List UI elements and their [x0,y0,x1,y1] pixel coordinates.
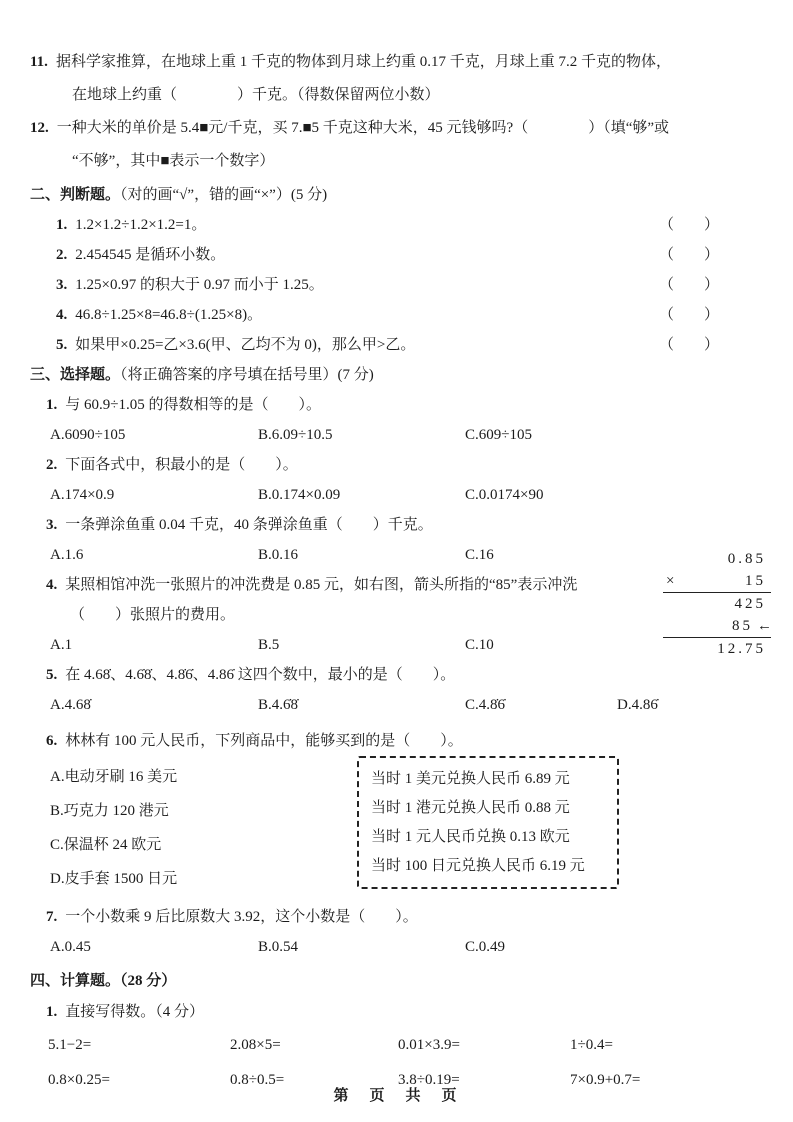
exchange-rate-line: 当时 100 日元兑换人民币 6.19 元 [371,858,585,874]
exchange-rate-line: 当时 1 元人民币兑换 0.13 欧元 [371,829,570,845]
calc-expression: 3.8÷0.19= [398,1072,460,1088]
question-line [30,46,775,79]
choice-options-1 [30,420,775,450]
option: C.0.0174×90 [465,487,544,503]
section-title-text: 三、选择题。 [30,367,121,383]
calc-expression: 7×0.9+0.7= [570,1072,641,1088]
choice-question-7 [30,902,775,932]
option: B.4.6̇8̇ [258,697,299,713]
option: A.1 [50,637,73,653]
question-number: 1. [46,1004,58,1020]
choice-question-6 [30,726,775,756]
option: C.609÷105 [465,427,532,443]
option: C.保温杯 24 欧元 [50,837,162,853]
answer-bracket: （ ） [658,217,719,233]
question-number: 7. [46,909,58,925]
question-text: 2.454545 是循环小数。 [75,247,226,263]
question-number: 11. [30,54,48,70]
question-line: （ ）张照片的费用。 [70,607,236,623]
choice-options-6 [30,760,357,896]
question-number: 5. [46,667,58,683]
question-text: 与 60.9÷1.05 的得数相等的是（ ）。 [65,397,321,413]
judge-item-2 [30,240,775,270]
question-text: 46.8÷1.25×8=46.8÷(1.25×8)。 [75,307,263,323]
exchange-rate-box [357,756,619,889]
judge-item-5 [30,330,775,360]
question-number: 5. [56,337,68,353]
question-number: 3. [46,517,58,533]
times-sign: × [666,573,675,589]
option: C.16 [465,547,494,563]
calc-row-1 [30,1028,775,1063]
choice-options-7 [30,932,775,962]
multiplicand: 0.85 [727,551,766,567]
section-calculation-title [30,966,775,996]
section-title-text: 二、判断题。 [30,187,121,203]
question-text: 1.25×0.97 的积大于 0.97 而小于 1.25。 [75,277,324,293]
option: A.1.6 [50,547,84,563]
question-text: 林林有 100 元人民币，下列商品中，能够买到的是（ ）。 [65,733,463,749]
multiplication-figure [663,548,771,660]
question-12 [30,112,775,178]
question-number: 6. [46,733,58,749]
choice-options-4 [30,630,655,660]
question-line: 在地球上约重（ ）千克。（得数保留两位小数） [72,87,440,103]
section-title-note: （28 分） [120,973,177,989]
partial-product-1: 425 [734,596,766,612]
question-11 [30,46,775,112]
question-number: 4. [46,577,58,593]
option: D.4.86̇ [617,697,658,713]
option: A.174×0.9 [50,487,115,503]
question-6-body [30,760,775,896]
question-text: 如果甲×0.25=乙×3.6(甲、乙均不为 0)，那么甲>乙。 [75,337,416,353]
choice-question-1 [30,390,775,420]
option: B.巧克力 120 港元 [50,803,169,819]
question-line [30,570,655,600]
calc-expression: 0.8÷0.5= [230,1072,285,1088]
option: A.电动牙刷 16 美元 [50,769,178,785]
option: B.6.09÷10.5 [258,427,333,443]
question-text: 据科学家推算，在地球上重 1 千克的物体到月球上约重 0.17 千克，月球上重 7.2 千克的物体， [55,54,671,70]
calc-expression: 0.8×0.25= [48,1072,110,1088]
calculation-subtitle [30,996,775,1028]
option: B.0.16 [258,547,299,563]
option: C.0.49 [465,939,506,955]
judge-item-3 [30,270,775,300]
option: B.0.174×0.09 [258,487,341,503]
question-number: 1. [56,217,68,233]
page-footer: 第 页 共 页 [333,1088,460,1104]
question-text: 一条弹涂鱼重 0.04 千克，40 条弹涂鱼重（ ）千克。 [65,517,433,533]
question-number: 3. [56,277,68,293]
partial-product-2-row [663,615,771,638]
multiplier: 15 [745,573,766,589]
question-number: 4. [56,307,68,323]
question-number: 2. [46,457,58,473]
judge-item-1 [30,210,775,240]
question-text: 下面各式中，积最小的是（ ）。 [65,457,298,473]
calc-expression: 1÷0.4= [570,1037,613,1053]
partial-product-2: 85 [732,618,753,634]
question-text: 在 4.68̇、4.6̇8̇、4.8̇6̇、4.86̇ 这四个数中，最小的是（ ）。 [65,667,456,683]
choice-question-2 [30,450,775,480]
choice-options-2 [30,480,775,510]
question-text: 一个小数乘 9 后比原数大 3.92，这个小数是（ ）。 [65,909,418,925]
question-number: 2. [56,247,68,263]
answer-bracket: （ ） [658,307,719,323]
option: A.6090÷105 [50,427,126,443]
option: D.皮手套 1500 日元 [50,871,178,887]
calc-expression: 5.1−2= [48,1037,92,1053]
product-result: 12.75 [717,641,766,657]
multiplier-row [663,570,771,593]
section-title-note: （将正确答案的序号填在括号里）(7 分) [120,367,374,383]
judge-item-4 [30,300,775,330]
option: A.0.45 [50,939,91,955]
choice-options-5 [30,690,775,720]
option: C.4.8̇6̇ [465,697,506,713]
question-number: 1. [46,397,58,413]
question-body [30,570,655,660]
calc-expression: 0.01×3.9= [398,1037,460,1053]
question-text: 某照相馆冲洗一张照片的冲洗费是 0.85 元，如右图，箭头所指的“85”表示冲洗 [65,577,578,593]
question-text: 1.2×1.2÷1.2×1.2=1。 [75,217,207,233]
question-text: 直接写得数。（4 分） [65,1004,205,1020]
calc-expression: 2.08×5= [230,1037,281,1053]
section-title-text: 四、计算题。 [30,973,121,989]
section-judgment-title [30,180,775,210]
question-line: “不够”，其中■表示一个数字） [72,153,275,169]
exchange-rate-line: 当时 1 美元兑换人民币 6.89 元 [371,771,570,787]
section-choice-title [30,360,775,390]
option: C.10 [465,637,494,653]
answer-bracket: （ ） [658,247,719,263]
option: B.0.54 [258,939,299,955]
left-arrow-icon: ← [757,618,772,634]
question-text: 一种大米的单价是 5.4■元/千克，买 7.■5 千克这种大米，45 元钱够吗?（ ）（填“够”或 [56,120,670,136]
answer-bracket: （ ） [658,277,719,293]
option: B.5 [258,637,280,653]
choice-question-5 [30,660,775,690]
choice-question-3 [30,510,775,540]
question-number: 12. [30,120,49,136]
question-line [30,112,775,145]
option: A.4.68̇ [50,697,91,713]
exchange-rate-line: 当时 1 港元兑换人民币 0.88 元 [371,800,570,816]
section-title-note: （对的画“√”，错的画“×”）(5 分) [120,187,328,203]
answer-bracket: （ ） [658,337,719,353]
